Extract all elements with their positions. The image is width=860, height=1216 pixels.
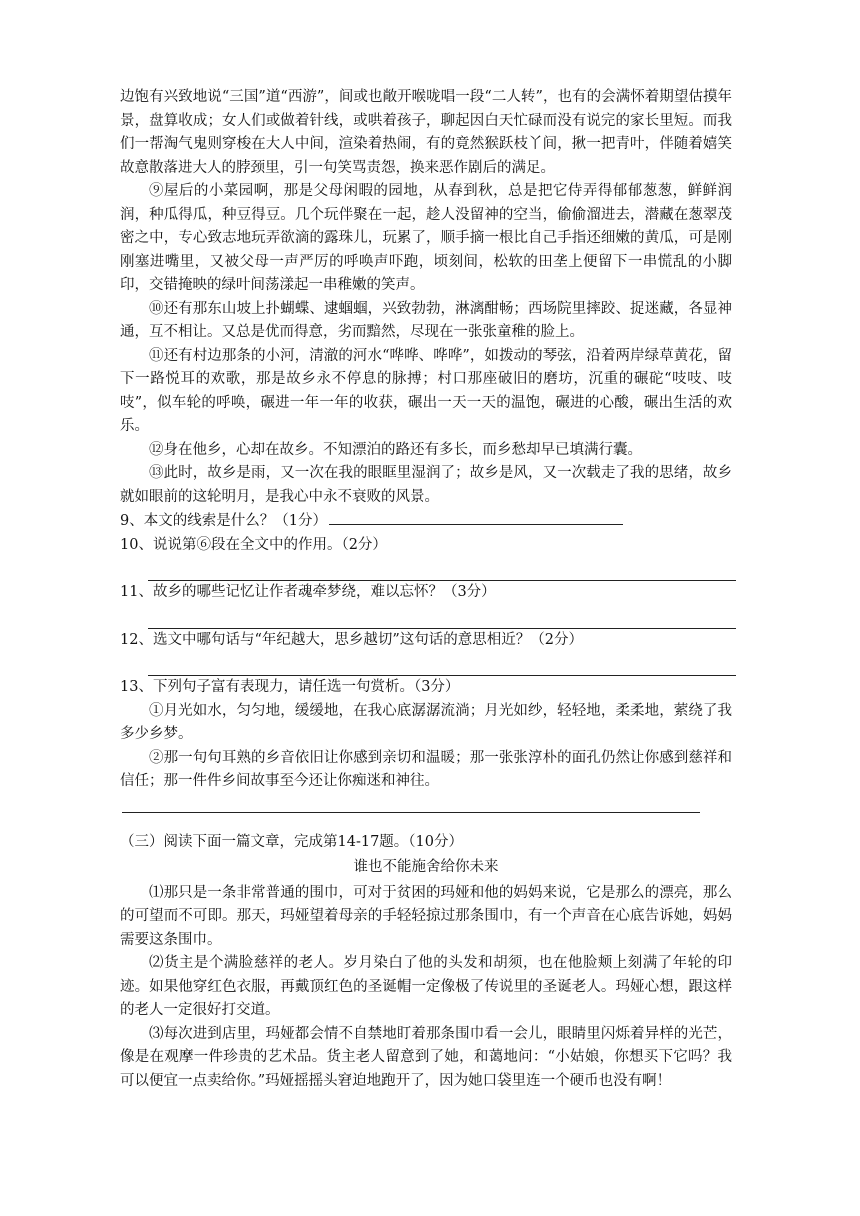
- question-9: [120, 510, 732, 534]
- paragraph-11: ⑪还有村边那条的小河，清澈的河水“哗哗、哗哗”，如拨动的琴弦，沿着两岸绿草黄花，留下一路悦耳的欢歌，那是故乡永不停息的脉搏；村口那座破旧的磨坊，沉重的碾砣“吱吱、吱吱”，似车轮的呼唤，碾进一年一年的收获，碾出一天一天的温饱，碾进的心酸，碾出生活的欢乐。: [120, 347, 732, 434]
- question-12: 12、选文中哪句话与“年纪越大，思乡越切”这句话的意思相近？（2分）: [120, 631, 583, 648]
- article-paragraph-1: ⑴那只是一条非常普通的围巾，可对于贫困的玛娅和他的妈妈来说，它是那么的漂亮，那么的可望而不可即。那天，玛娅望着母亲的手轻轻掠过那条围巾，有一个声音在心底告诉她，妈妈需要这条围巾。: [120, 884, 732, 948]
- article-paragraph-2: ⑵货主是个满脸慈祥的老人。岁月染白了他的头发和胡须，也在他脸颊上刻满了年轮的印迹。如果他穿红色衣服，再戴顶红色的圣诞帽一定像极了传说里的圣诞老人。玛娅心想，跟这样的老人一定很好打交道。: [120, 955, 732, 1018]
- paragraph-9: ⑨屋后的小菜园啊，那是父母闲暇的园地，从春到秋，总是把它侍弄得郁郁葱葱，鲜鲜润润，种瓜得瓜，种豆得豆。几个玩伴聚在一起，趁人没留神的空当，偷偷溜进去，潜藏在葱翠茂密之中，专心致志地玩弄欲滴的露珠儿，玩累了，顺手摘一根比自己手指还细嫩的黄瓜，可是刚刚塞进嘴里，又被父母一声严厉的呼唤声吓跑，顷刻间，松软的田垄上便留下一串慌乱的小脚印，交错掩映的绿叶间荡漾起一串稚嫩的笑声。: [120, 183, 732, 293]
- paragraph-13: ⑬此时，故乡是雨，又一次在我的眼眶里湿润了；故乡是风，又一次载走了我的思绪，故乡就如眼前的这轮明月，是我心中永不衰败的风景。: [120, 465, 732, 505]
- paragraph-12: ⑫身在他乡，心却在故乡。不知漂泊的路还有多长，而乡愁却早已填满行囊。: [149, 441, 642, 458]
- section-3: [120, 831, 732, 1094]
- question-11-answer-area[interactable]: [120, 605, 732, 628]
- question-11: 11、故乡的哪些记忆让作者魂牵梦绕，难以忘怀？（3分）: [120, 584, 496, 600]
- question-12-answer-area[interactable]: [120, 652, 732, 675]
- question-13-answer-line[interactable]: [122, 812, 700, 813]
- question-13-option-2: ②那一句句耳熟的乡音依旧让你感到亲切和温暖；那一张张淳朴的面孔仍然让你感到慈祥和信任；那一件件乡间故事至今还让你痴迷和神往。: [120, 749, 732, 789]
- article-title: 谁也不能施舍给你未来: [353, 859, 499, 875]
- paragraph-10: ⑩还有那东山坡上扑蝴蝶、逮蝈蝈，兴致勃勃，淋漓酣畅；西场院里摔跤、捉迷藏，各显神通，互不相让。又总是优而得意，劣而黯然，尽现在一张张童稚的脸上。: [120, 300, 732, 340]
- question-13: 13、下列句子富有表现力，请任选一句赏析。（3分）: [120, 679, 460, 695]
- question-9-text: 9、本文的线索是什么？（1分）: [120, 513, 327, 529]
- question-10: 10、说说第⑥段在全文中的作用。（2分）: [120, 536, 387, 553]
- question-10-answer-area[interactable]: [120, 557, 732, 580]
- question-9-answer-line[interactable]: [329, 510, 623, 525]
- question-13-option-1: ①月光如水，匀匀地，缓缓地，在我心底潺潺流淌；月光如纱，轻轻地，柔柔地，萦绕了我多少乡梦。: [120, 702, 732, 742]
- page-content: [120, 86, 732, 1093]
- section-3-heading: （三）阅读下面一篇文章，完成第14-17题。（10分）: [120, 833, 463, 850]
- paragraph-continued: 边饱有兴致地说“三国”道“西游”，间或也敞开喉咙唱一段“二人转”，也有的会满怀着期望估摸年景，盘算收成；女人们或做着针线，或哄着孩子，聊起因白天忙碌而没有说完的家长里短。而我们一帮淘气鬼则穿梭在大人中间，渲染着热闹，有的竟然猴跃枝丫间，揪一把青叶，伴随着嬉笑故意散落进大人的脖颈里，引一句笑骂责怨，换来恶作剧后的满足。: [120, 89, 732, 176]
- article-paragraph-3: ⑶每次进到店里，玛娅都会情不自禁地盯着那条围巾看一会儿，眼睛里闪烁着异样的光芒，像是在观摩一件珍贵的艺术品。货主老人留意到了她，和蔼地问：“小姑娘，你想买下它吗？我可以便宜一点卖给你。”玛娅摇摇头窘迫地跑开了，因为她口袋里连一个硬币也没有啊！: [120, 1025, 732, 1089]
